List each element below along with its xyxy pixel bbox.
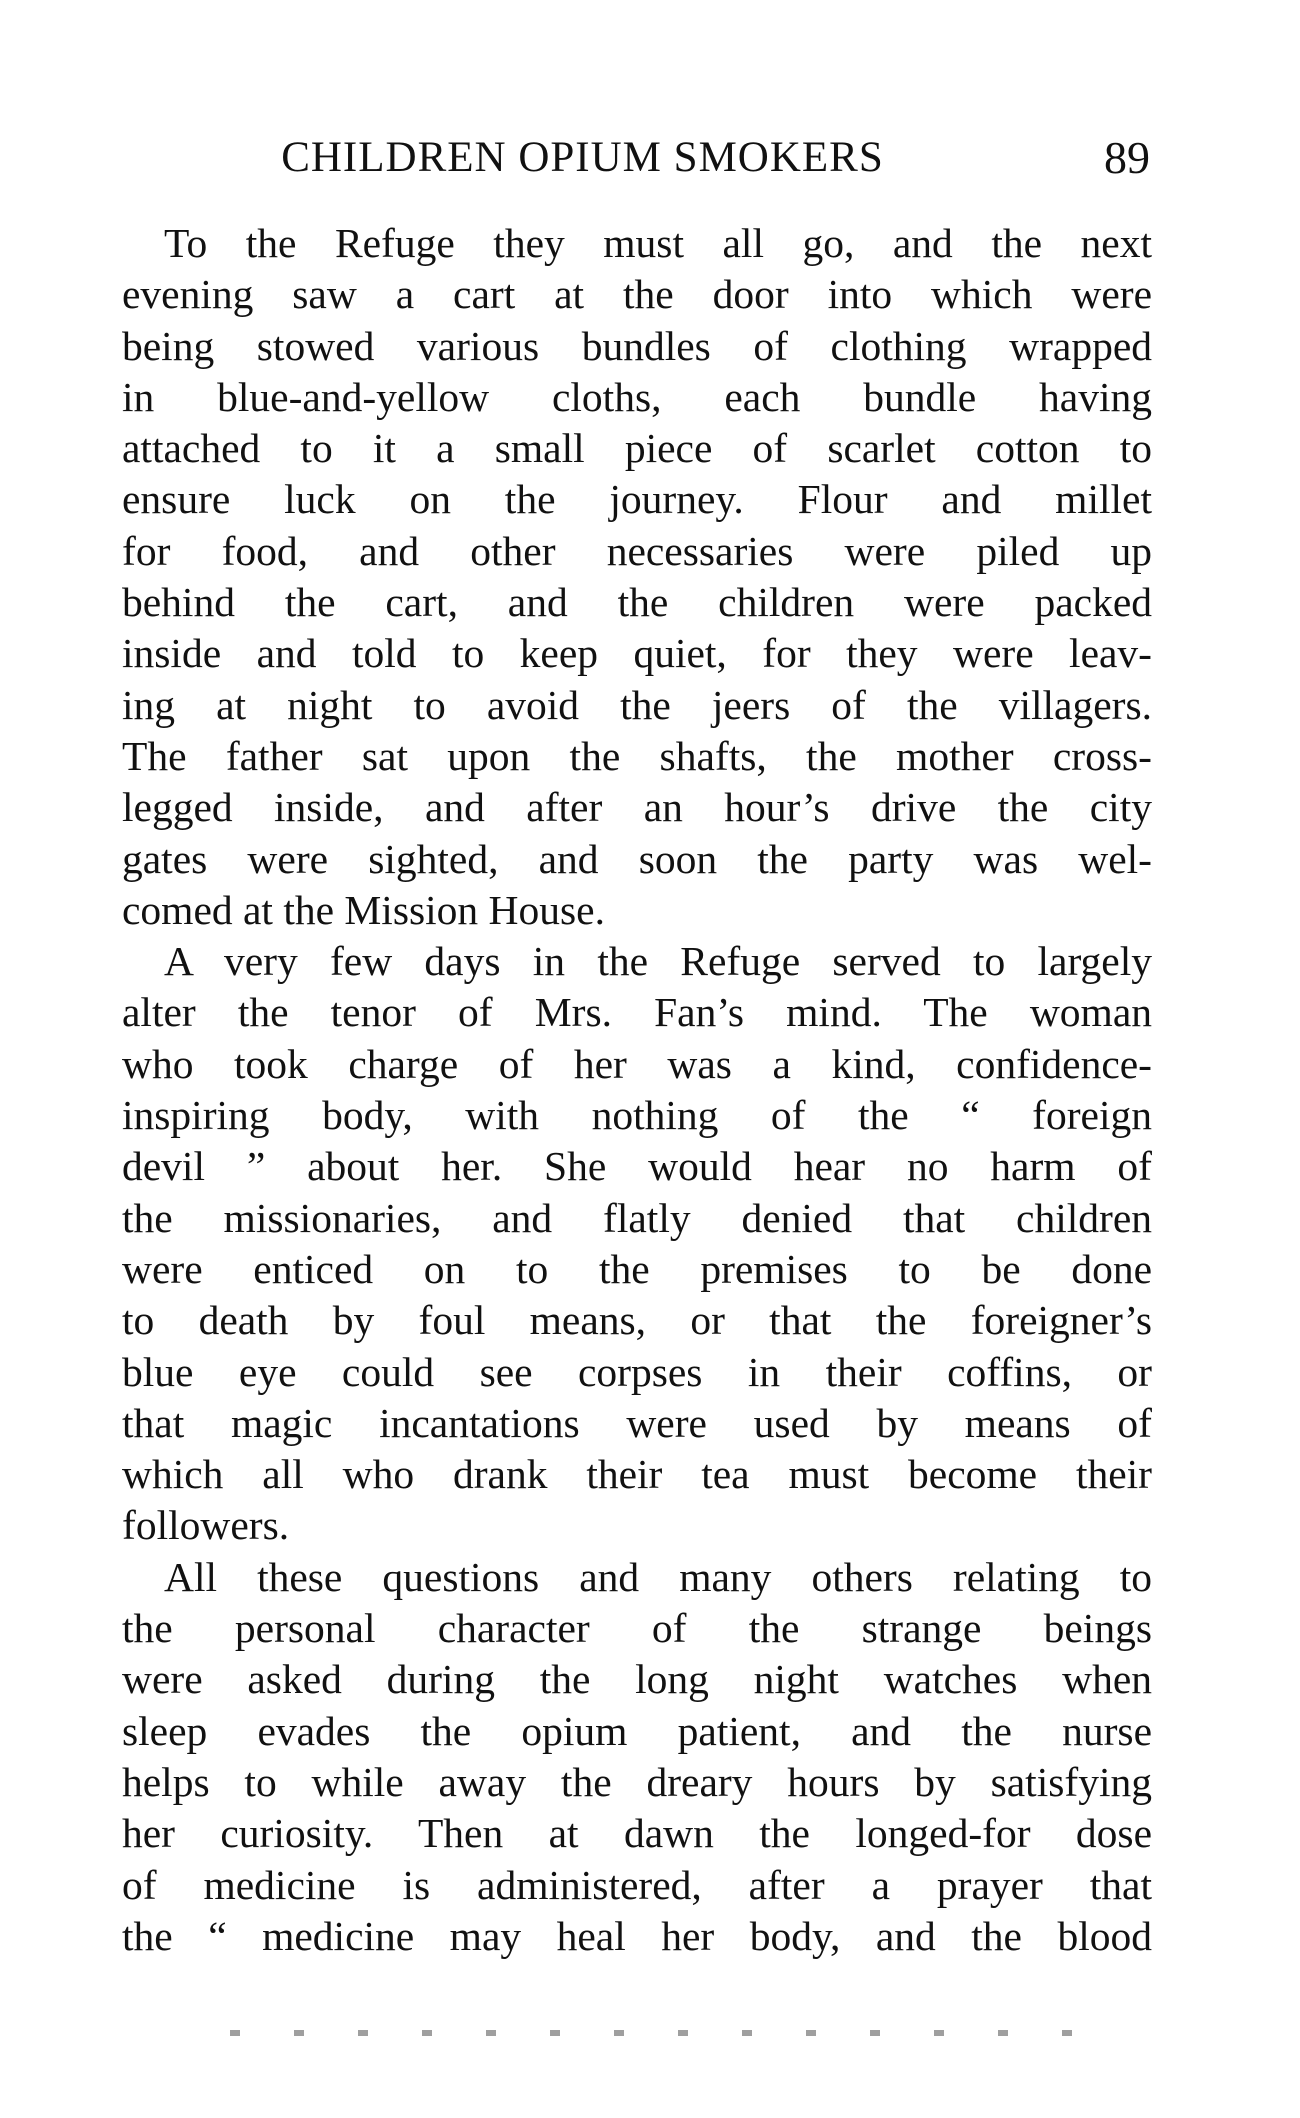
text-line: inspiring body, with nothing of the “ foreign: [122, 1092, 1152, 1139]
text-line: inside and told to keep quiet, for they were leav-: [122, 630, 1152, 677]
text-line: who took charge of her was a kind, confidence-: [122, 1040, 1152, 1087]
text-line: All these questions and many others relating to: [164, 1553, 1152, 1600]
text-line: attached to it a small piece of scarlet cotton to: [122, 425, 1152, 472]
text-line: comed at the Mission House.: [122, 886, 605, 933]
text-line: followers.: [122, 1502, 290, 1549]
text-line: A very few days in the Refuge served to largely: [164, 938, 1152, 985]
text-line: To the Refuge they must all go, and the next: [164, 220, 1152, 266]
page-number: 89: [1104, 132, 1150, 183]
text-line: were asked during the long night watches when: [122, 1656, 1152, 1703]
text-line: to death by foul means, or that the foreigner’s: [122, 1297, 1152, 1344]
text-line: blue eye could see corpses in their coffins, or: [122, 1348, 1152, 1395]
text-line: that magic incantations were used by means of: [122, 1399, 1152, 1446]
text-line: alter the tenor of Mrs. Fan’s mind. The woman: [122, 989, 1152, 1036]
text-line: behind the cart, and the children were packed: [122, 579, 1152, 626]
text-line: the “ medicine may heal her body, and the blood: [122, 1912, 1152, 1959]
text-line: her curiosity. Then at dawn the longed-for dose: [122, 1810, 1152, 1857]
text-line: which all who drank their tea must become their: [122, 1451, 1152, 1498]
text-line: of medicine is administered, after a prayer that: [122, 1861, 1152, 1908]
text-line: evening saw a cart at the door into which were: [122, 271, 1152, 318]
paragraph-3: [122, 1552, 1152, 1962]
running-head: [125, 128, 1150, 188]
text-line: the personal character of the strange beings: [122, 1605, 1152, 1652]
text-line: devil ” about her. She would hear no harm of: [122, 1143, 1152, 1190]
text-line: ing at night to avoid the jeers of the villagers.: [122, 681, 1152, 728]
text-line: The father sat upon the shafts, the mother cross-: [122, 732, 1152, 779]
paragraph-2: [122, 936, 1152, 1552]
text-line: were enticed on to the premises to be done: [122, 1245, 1152, 1292]
text-line: gates were sighted, and soon the party was wel-: [122, 835, 1152, 882]
cut-off-next-line: [230, 2030, 1110, 2036]
text-line: for food, and other necessaries were piled up: [122, 527, 1152, 574]
paragraph-1: [122, 218, 1152, 936]
text-line: the missionaries, and flatly denied that children: [122, 1194, 1152, 1241]
text-line: helps to while away the dreary hours by satisfying: [122, 1758, 1152, 1805]
text-line: sleep evades the opium patient, and the nurse: [122, 1707, 1152, 1754]
text-line: legged inside, and after an hour’s drive the city: [122, 784, 1152, 831]
text-line: being stowed various bundles of clothing wrapped: [122, 322, 1152, 369]
body-text: [122, 218, 1152, 1962]
text-line: ensure luck on the journey. Flour and millet: [122, 476, 1152, 523]
text-line: in blue-and-yellow cloths, each bundle having: [122, 373, 1152, 420]
running-title: CHILDREN OPIUM SMOKERS: [281, 134, 884, 181]
